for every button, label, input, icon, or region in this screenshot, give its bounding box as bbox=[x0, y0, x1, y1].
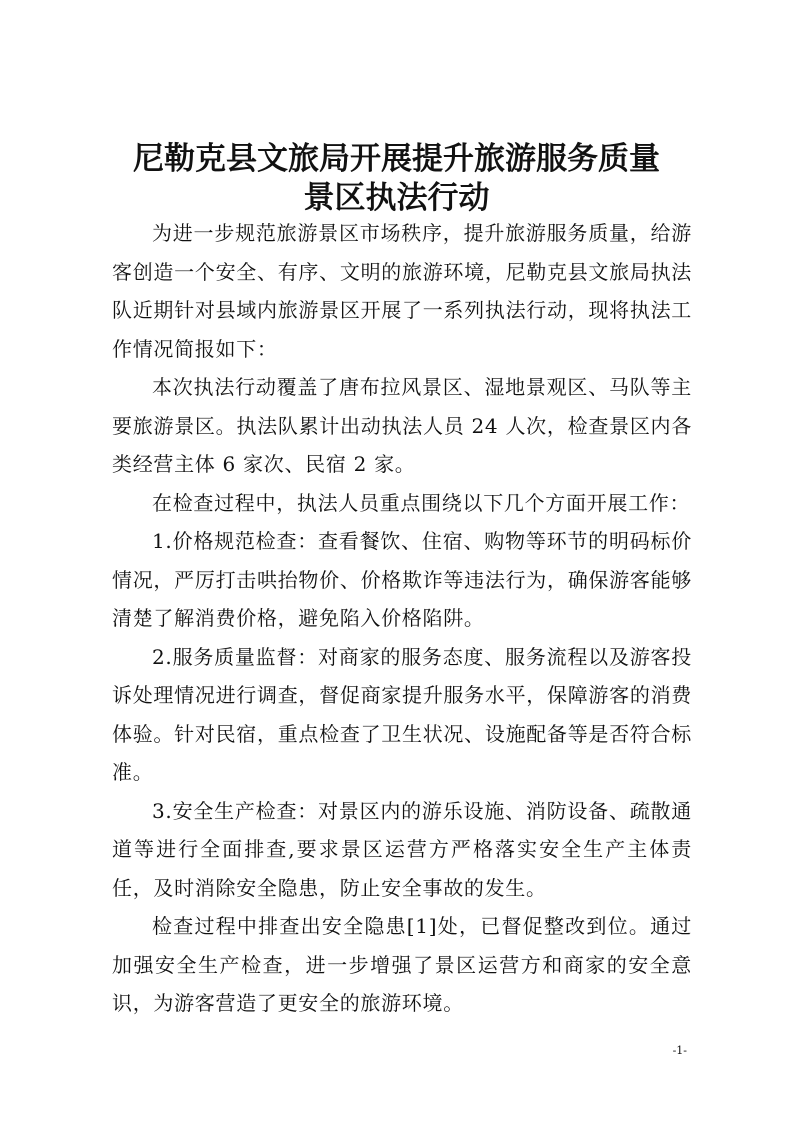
paragraph-scope: 本次执法行动覆盖了唐布拉风景区、湿地景观区、马队等主要旅游景区。执法队累计出动执法人员 24 人次，检查景区内各类经营主体 6 家次、民宿 2 家。 bbox=[112, 375, 692, 476]
paragraph-intro: 为进一步规范旅游景区市场秩序，提升旅游服务质量，给游客创造一个安全、有序、文明的旅游环境，尼勒克县文旅局执法队近期针对县域内旅游景区开展了一系列执法行动，现将执法工作情况简报如下： bbox=[112, 221, 692, 361]
page-number: -1- bbox=[672, 1044, 687, 1057]
paragraph-result: 检查过程中排查出安全隐患[1]处，已督促整改到位。通过加强安全生产检查，进一步增强了景区运营方和商家的安全意识，为游客营造了更安全的旅游环境。 bbox=[112, 914, 692, 1015]
paragraph-safety-check: 3.安全生产检查：对景区内的游乐设施、消防设备、疏散通道等进行全面排查,要求景区运营方严格落实安全生产主体责任，及时消除安全隐患，防止安全事故的发生。 bbox=[112, 798, 692, 900]
document-title-line-1: 尼勒克县文旅局开展提升旅游服务质量 bbox=[133, 141, 660, 177]
document-title-line-2: 景区执法行动 bbox=[303, 180, 490, 216]
paragraph-price-check: 1.价格规范检查：查看餐饮、住宿、购物等环节的明码标价情况，严厉打击哄抬物价、价格欺诈等违法行为，确保游客能够清楚了解消费价格，避免陷入价格陷阱。 bbox=[112, 529, 692, 630]
paragraph-focus-intro: 在检查过程中，执法人员重点围绕以下几个方面开展工作： bbox=[152, 490, 691, 515]
document-body bbox=[112, 214, 692, 1023]
paragraph-service-quality: 2.服务质量监督：对商家的服务态度、服务流程以及游客投诉处理情况进行调查，督促商家提升服务水平，保障游客的消费体验。针对民宿，重点检查了卫生状况、设施配备等是否符合标准。 bbox=[112, 644, 692, 784]
